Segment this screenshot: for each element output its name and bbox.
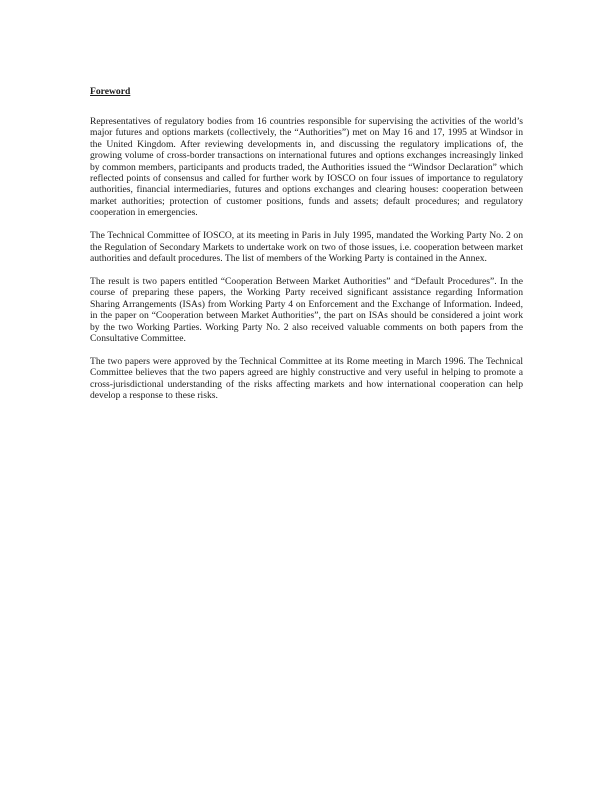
paragraph-3: The result is two papers entitled “Cooperation Between Market Authorities” and “Default Procedures”. In the course of preparing these papers, the Working Party received significant assistance regarding Information Sharing Arrangements (ISAs) from Working Party 4 on Enforcement and the Exchange of Information. Indeed, in the paper on “Cooperation between Market Authorities”, the part on ISAs should be considered a joint work by the two Working Parties. Working Party No. 2 also received valuable comments on both papers from the Consultative Committee. (90, 275, 523, 344)
paragraph-2: The Technical Committee of IOSCO, at its meeting in Paris in July 1995, mandated the Working Party No. 2 on the Regulation of Secondary Markets to undertake work on two of those issues, i.e. cooperation between market authorities and default procedures. The list of members of the Working Party is contained in the Annex. (90, 230, 523, 264)
section-heading: Foreword (90, 86, 131, 97)
paragraph-4: The two papers were approved by the Technical Committee at its Rome meeting in March 1996. The Technical Committee believes that the two papers agreed are highly constructive and very useful in helping to promote a cross-jurisdictional understanding of the risks affecting markets and how international cooperation can help develop a response to these risks. (90, 355, 523, 402)
document-body (90, 86, 523, 413)
paragraph-1: Representatives of regulatory bodies from 16 countries responsible for supervising the activities of the world’s major futures and options markets (collectively, the “Authorities”) met on May 16 and 17, 1995 at Windsor in the United Kingdom. After reviewing developments in, and discussing the regulatory implications of, the growing volume of cross-border transactions on international futures and options exchanges increasingly linked by common members, participants and products traded, the Authorities issued the “Windsor Declaration” which reflected points of consensus and called for further work by IOSCO on four issues of importance to regulatory authorities, financial intermediaries, futures and options exchanges and clearing houses: cooperation between market authorities; protection of customer positions, funds and assets; default procedures; and regulatory cooperation in emergencies. (90, 116, 523, 219)
